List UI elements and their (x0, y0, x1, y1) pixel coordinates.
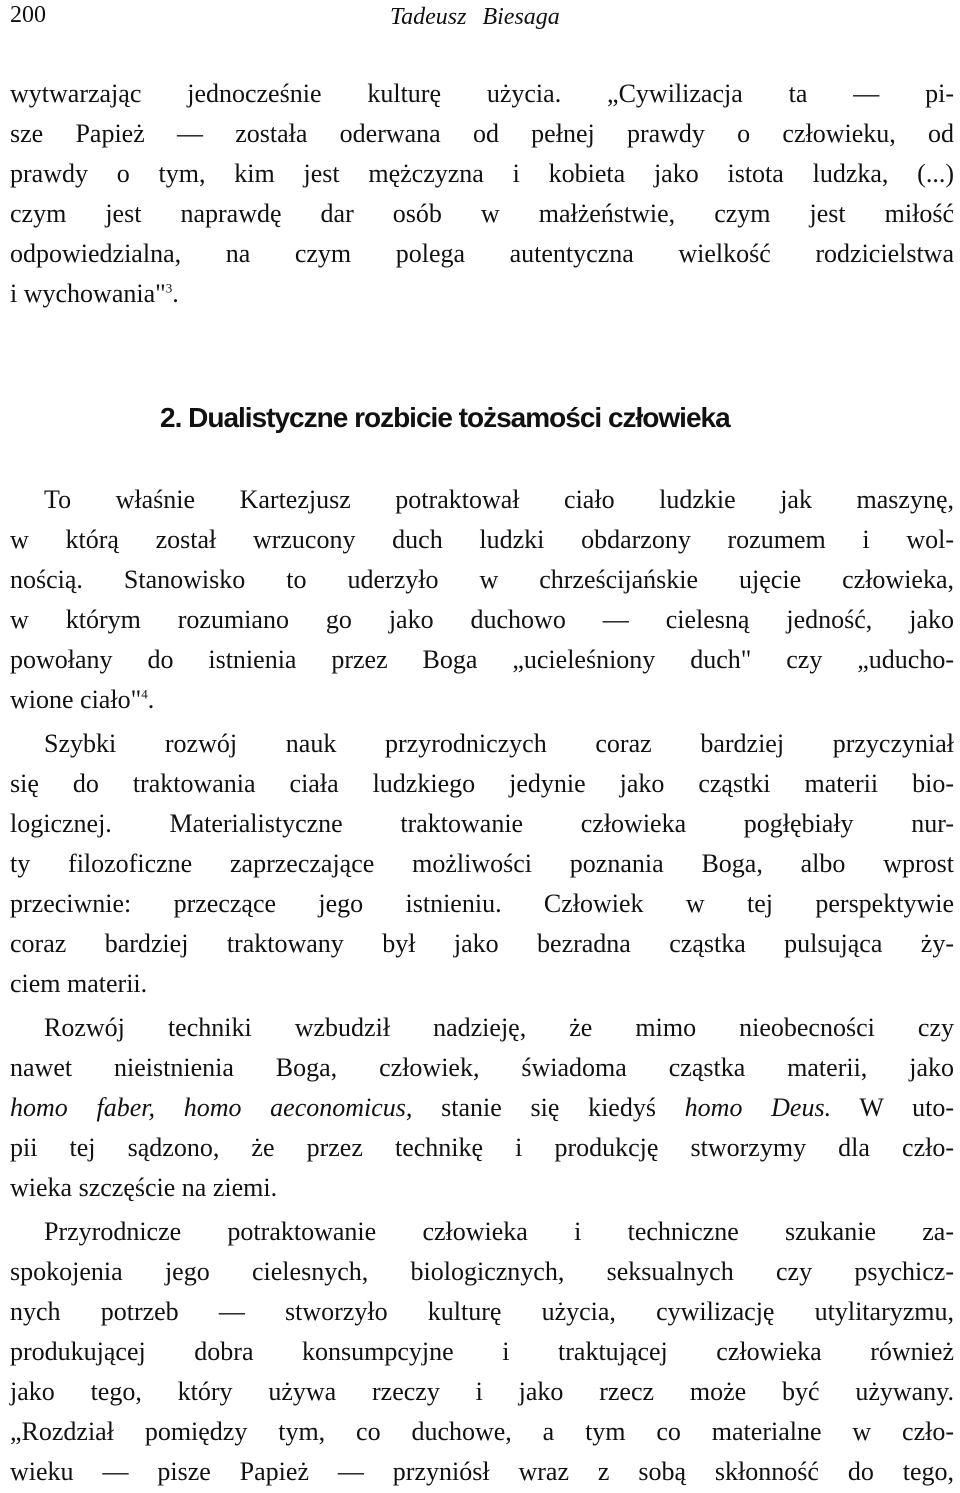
section-heading: 2. Dualistyczne rozbicie tożsamości człowieka (160, 402, 730, 433)
text-line: się do traktowania ciała ludzkiego jedynie jako cząstki materii bio- (10, 769, 954, 798)
text-line: odpowiedzialna, na czym polega autentyczna wielkość rodzicielstwa (10, 239, 954, 268)
text-line: Rozwój techniki wzbudził nadzieję, że mimo nieobecności czy (44, 1013, 954, 1042)
text-line: wytwarzając jednocześnie kulturę użycia. „Cywilizacja ta — pi- (10, 79, 954, 108)
text-line: To właśnie Kartezjusz potraktował ciało ludzkie jak maszynę, (44, 485, 954, 514)
text-line: nych potrzeb — stworzyło kulturę użycia, cywilizację utylitaryzmu, (10, 1297, 954, 1326)
text-line: wieku — pisze Papież — przyniósł wraz z sobą skłonność do tego, (10, 1457, 954, 1486)
text-line: spokojenia jego cielesnych, biologicznych, seksualnych czy psychicz- (10, 1257, 954, 1286)
text-line: coraz bardziej traktowany był jako bezradna cząstka pulsująca ży- (10, 929, 954, 958)
text-line: Przyrodnicze potraktowanie człowieka i techniczne szukanie za- (44, 1217, 954, 1246)
text-line (10, 1088, 954, 1128)
italic-latin-term: homo faber, homo aeconomicus, (10, 1093, 413, 1122)
text-span: stanie się kiedyś (412, 1093, 685, 1122)
footnote-reference: 4 (141, 686, 148, 702)
page-number: 200 (10, 2, 46, 28)
text-line: w którym rozumiano go jako duchowo — cielesną jedność, jako (10, 605, 954, 634)
text-line: Szybki rozwój nauk przyrodniczych coraz bardziej przyczyniał (44, 729, 954, 758)
text-line: jako tego, który używa rzeczy i jako rzecz może być używany. (10, 1377, 954, 1406)
text-span: wione ciało" (10, 685, 142, 714)
text-line: prawdy o tym, kim jest mężczyzna i kobieta jako istota ludzka, (...) (10, 159, 954, 188)
text-line: w którą został wrzucony duch ludzki obdarzony rozumem i wol- (10, 525, 954, 554)
text-line: ciem materii. (10, 969, 148, 998)
text-span: W uto- (831, 1093, 954, 1122)
text-line: powołany do istnienia przez Boga „ucieleśniony duch" czy „uducho- (10, 645, 954, 674)
text-line: wieka szczęście na ziemi. (10, 1173, 278, 1202)
text-line: „Rozdział pomiędzy tym, co duchowe, a tym co materialne w czło- (10, 1417, 954, 1446)
text-line: ty filozoficzne zaprzeczające możliwości poznania Boga, albo wprost (10, 849, 954, 878)
text-line: pii tej sądzono, że przez technikę i produkcję stworzymy dla czło- (10, 1133, 954, 1162)
text-line: sze Papież — została oderwana od pełnej prawdy o człowieku, od (10, 119, 954, 148)
footnote-reference: 3 (165, 280, 173, 296)
italic-latin-term: homo Deus. (684, 1093, 832, 1122)
text-span: . (172, 279, 179, 308)
text-line: nawet nieistnienia Boga, człowiek, świadoma cząstka materii, jako (10, 1053, 954, 1082)
page-header (0, 0, 960, 40)
text-span: i wychowania" (10, 279, 166, 308)
text-line (10, 274, 954, 314)
text-line: przeciwnie: przeczące jego istnieniu. Człowiek w tej perspektywie (10, 889, 954, 918)
text-line: nością. Stanowisko to uderzyło w chrześcijańskie ujęcie człowieka, (10, 565, 954, 594)
running-head-author: Tadeusz Biesaga (390, 4, 560, 30)
text-line (10, 680, 954, 720)
text-span: . (147, 685, 155, 714)
text-line: logicznej. Materialistyczne traktowanie człowieka pogłębiały nur- (10, 809, 954, 838)
text-line: czym jest naprawdę dar osób w małżeństwie, czym jest miłość (10, 199, 954, 228)
text-line: produkującej dobra konsumpcyjne i traktującej człowieka również (10, 1337, 954, 1366)
